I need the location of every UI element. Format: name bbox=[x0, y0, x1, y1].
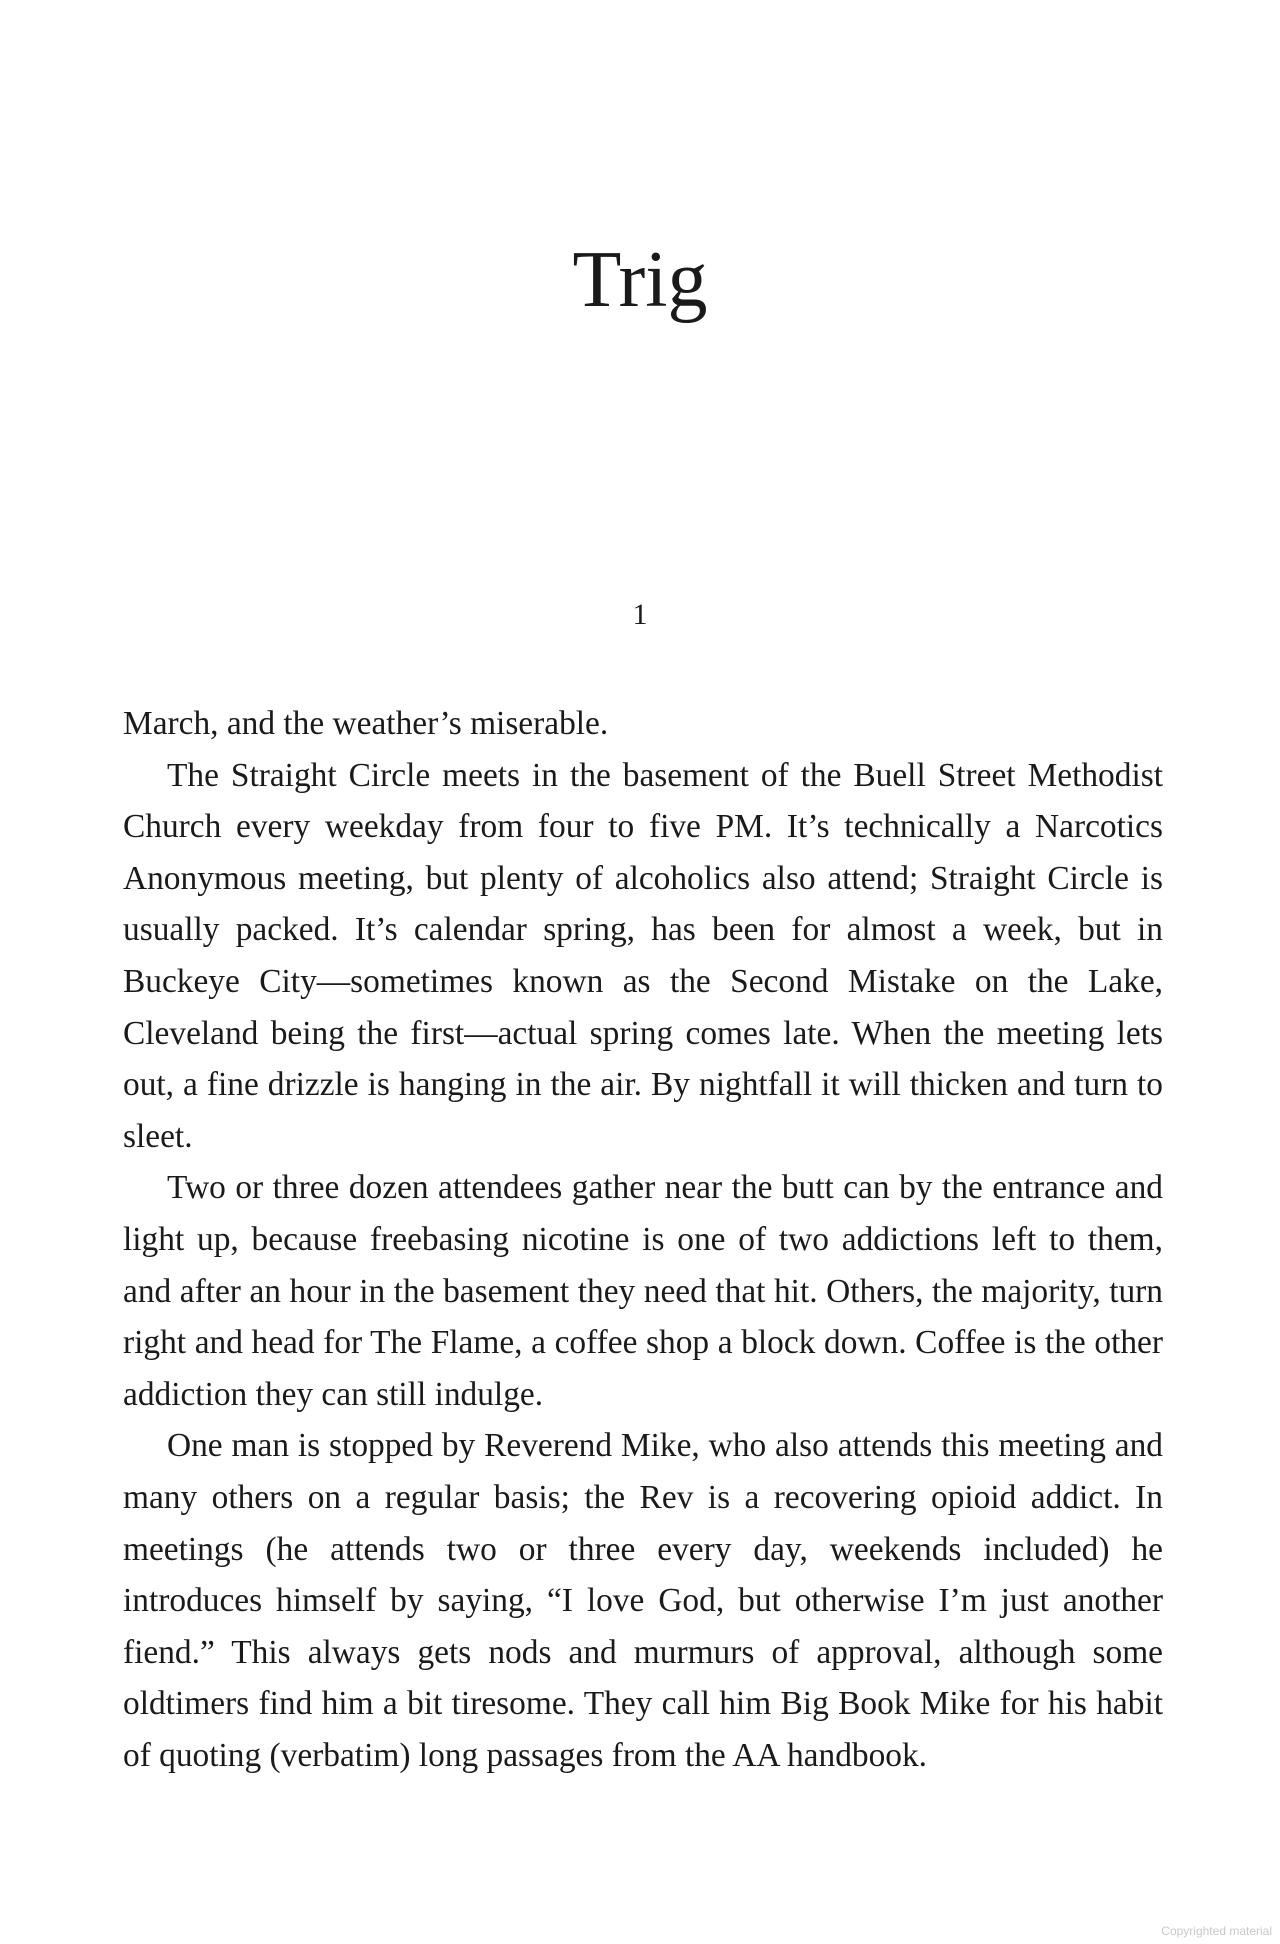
paragraph: Two or three dozen attendees gather near the butt can by the entrance and light up, because freebasing nicotine is one of two addictions left to them, and after an hour in the basement they need that hit. Others, the majority, turn right and head for The Flame, a coffee shop a block down. Coffee is the other addiction they can still indulge. bbox=[123, 1169, 1163, 1413]
paragraph: The Straight Circle meets in the basement of the Buell Street Methodist Church every weekday from four to five PM. It’s technically a Narcotics Anonymous meeting, but plenty of alcoholics also attend; Straight Circle is usually packed. It’s calendar spring, has been for almost a week, but in Buckeye City—sometimes known as the Second Mistake on the Lake, Cleveland being the first—actual spring comes late. When the meeting lets out, a fine drizzle is hanging in the air. By nightfall it will thicken and turn to sleet. bbox=[123, 756, 1163, 1155]
copyright-watermark: Copyrighted material bbox=[1161, 1924, 1272, 1938]
paragraph: March, and the weather’s miserable. bbox=[123, 705, 609, 742]
chapter-title: Trig bbox=[572, 236, 708, 324]
section-number: 1 bbox=[632, 598, 648, 631]
body-text bbox=[123, 698, 1163, 1781]
paragraph: One man is stopped by Reverend Mike, who also attends this meeting and many others on a regular basis; the Rev is a recovering opioid addict. In meetings (he attends two or three every day, weekends included) he introduces himself by saying, “I love God, but otherwise I’m just another fiend.” This always gets nods and murmurs of approval, although some oldtimers find him a bit tiresome. They call him Big Book Mike for his habit of quoting (verbatim) long passages from the AA handbook. bbox=[123, 1427, 1163, 1774]
